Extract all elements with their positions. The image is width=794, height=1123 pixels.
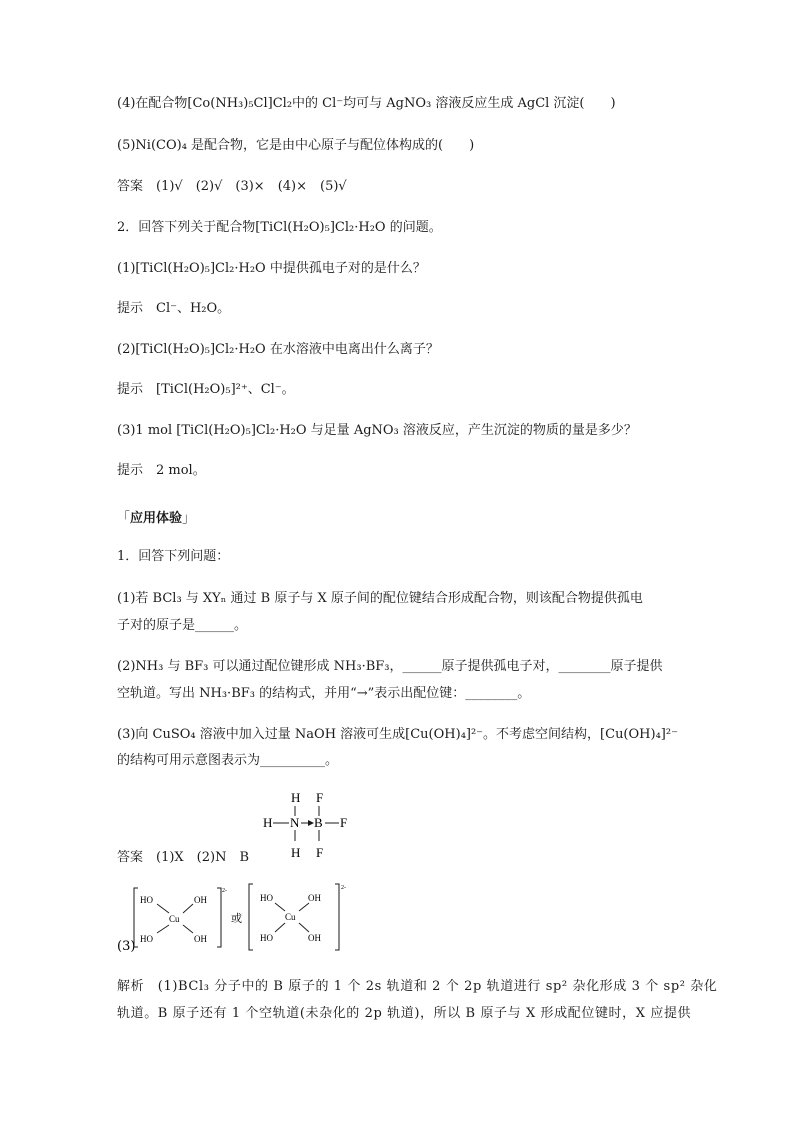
atom-f-bottom: F <box>316 845 324 860</box>
bracket-close: 」 <box>182 511 196 526</box>
hint-3: 提示 2 mol。 <box>117 463 206 478</box>
oh-bottom-right-1: OH <box>194 934 207 944</box>
question-2-title: 2．回答下列关于配合物[TiCl(H₂O)₅]Cl₂·H₂O 的问题。 <box>117 220 442 235</box>
ho-bottom-left-2: HO <box>260 933 273 943</box>
cu-complex-structures <box>117 880 367 955</box>
question-2-2: (2)[TiCl(H₂O)₅]Cl₂·H₂O 在水溶液中电离出什么离子？ <box>117 342 439 357</box>
practice-1-3-line-a: (3)向 CuSO₄ 溶液中加入过量 NaOH 溶液可生成[Cu(OH)₄]²⁻。不考虑空间结构，[Cu(OH)₄]²⁻ <box>117 727 678 742</box>
section-heading-label: 应用体验 <box>130 511 183 526</box>
question-2-1: (1)[TiCl(H₂O)₅]Cl₂·H₂O 中提供孤电子对的是什么？ <box>117 261 426 276</box>
left-bracket-2 <box>249 884 253 950</box>
practice-1-2-line-b: 空轨道。写出 NH₃·BF₃ 的结构式，并用“→”表示出配位键：________。 <box>117 686 531 701</box>
bond-2c <box>275 923 285 932</box>
practice-1-title: 1．回答下列问题： <box>117 549 230 564</box>
practice-1-1-line-b: 子对的原子是______。 <box>117 618 248 633</box>
practice-1-2-line-a: (2)NH₃ 与 BF₃ 可以通过配位键形成 NH₃·BF₃，______原子提供孤电子对，________原子提供 <box>117 659 663 674</box>
question-5: (5)Ni(CO)₄ 是配合物，它是由中心原子与配位体构成的( ) <box>117 138 475 153</box>
bond-2b <box>299 903 309 911</box>
question-4: (4)在配合物[Co(NH₃)₅Cl]Cl₂中的 Cl⁻均可与 AgNO₃ 溶液反应生成 AgCl 沉淀( ) <box>117 96 616 111</box>
charge-2: 2- <box>341 885 346 891</box>
analysis-line-a: 解析 (1)BCl₃ 分子中的 B 原子的 1 个 2s 轨道和 2 个 2p 轨道进行 sp² 杂化形成 3 个 sp² 杂化 <box>117 979 718 994</box>
charge-1: 2- <box>222 888 227 894</box>
ho-top-left-2: HO <box>260 893 273 903</box>
answer-line-1: 答案 (1)√ (2)√ (3)× (4)× (5)√ <box>117 179 347 194</box>
cu-atom-2: Cu <box>285 912 296 922</box>
oh-top-right-1: OH <box>194 895 207 905</box>
right-bracket-1 <box>217 888 221 947</box>
atom-h-left: H <box>263 815 273 830</box>
question-2-3: (3)1 mol [TiCl(H₂O)₅]Cl₂·H₂O 与足量 AgNO₃ 溶液反应，产生沉淀的物质的量是多少？ <box>117 423 637 438</box>
hint-2: 提示 [TiCl(H₂O)₅]²⁺、Cl⁻。 <box>117 382 295 397</box>
bond-1d <box>183 925 193 933</box>
bond-1b <box>183 904 193 913</box>
ho-bottom-left-1: HO <box>140 934 153 944</box>
atom-n: N <box>290 815 300 830</box>
atom-b: B <box>314 815 323 830</box>
bond-1a <box>157 904 169 913</box>
bond-2a <box>275 903 285 911</box>
bracket-open: 「 <box>117 511 131 526</box>
atom-f-right: F <box>340 815 348 830</box>
bond-1c <box>157 925 169 933</box>
or-label: 或 <box>231 912 242 925</box>
part-3-label: (3) <box>117 939 136 954</box>
section-heading <box>117 507 195 526</box>
hint-1: 提示 Cl⁻、H₂O。 <box>117 301 231 316</box>
analysis-line-b: 轨道。B 原子还有 1 个空轨道(未杂化的 2p 轨道)，所以 B 原子与 X 形成配位键时，X 应提供 <box>117 1006 692 1021</box>
bond-2d <box>299 923 309 932</box>
oh-bottom-right-2: OH <box>308 933 321 943</box>
nh3bf3-structure <box>255 786 365 866</box>
right-bracket-2 <box>335 884 339 950</box>
oh-top-right-2: OH <box>308 893 321 903</box>
atom-h-bottom: H <box>291 845 301 860</box>
ho-top-left-1: HO <box>140 895 153 905</box>
atom-h-top: H <box>291 790 301 805</box>
practice-1-3-line-b: 的结构可用示意图表示为__________。 <box>117 753 339 768</box>
atom-f-top: F <box>316 790 324 805</box>
cu-atom-1: Cu <box>169 914 180 924</box>
practice-1-1-line-a: (1)若 BCl₃ 与 XYₙ 通过 B 原子与 X 原子间的配位键结合形成配合物，则该配合物提供孤电 <box>117 591 643 606</box>
answer-line-2: 答案 (1)X (2)N B <box>117 850 250 865</box>
